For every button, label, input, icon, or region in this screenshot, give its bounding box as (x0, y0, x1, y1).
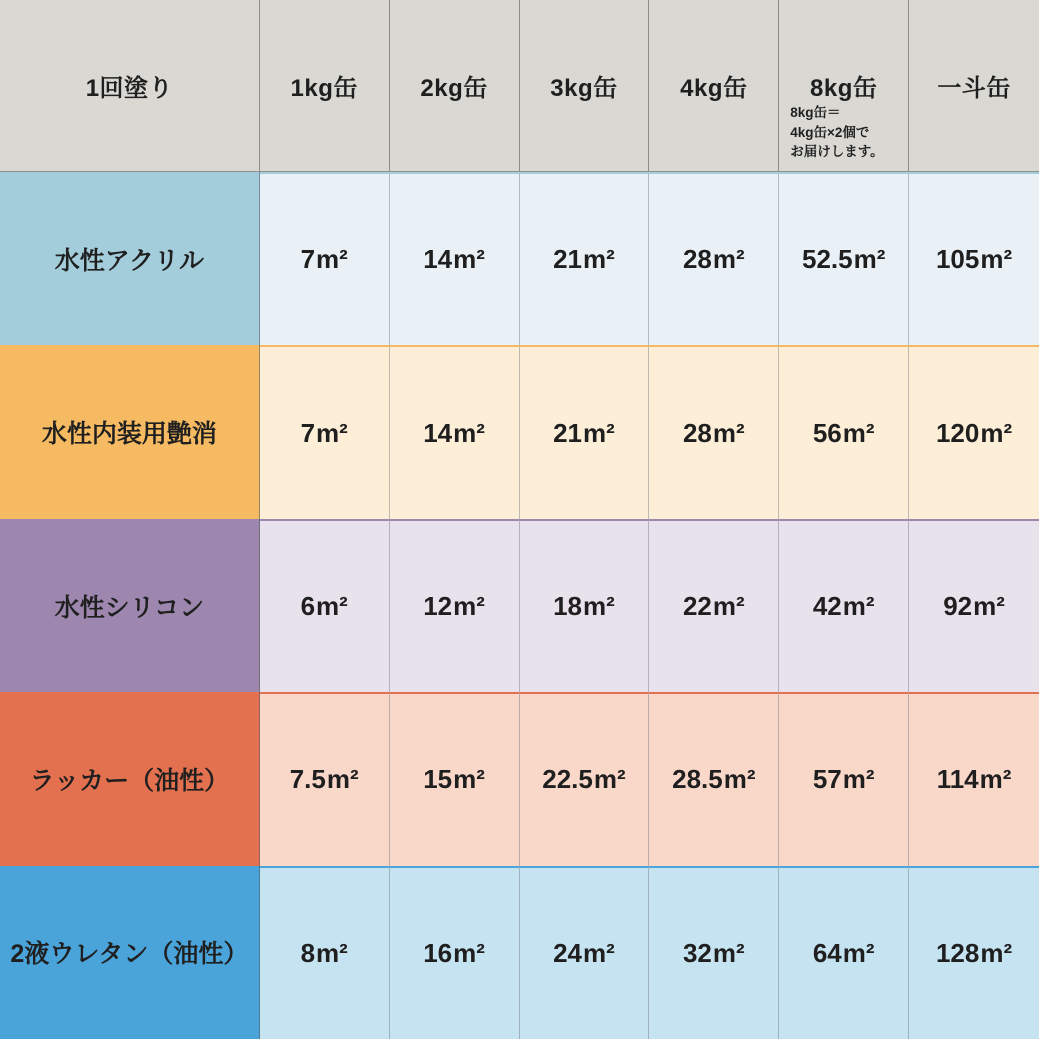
cell-value: 32 (682, 937, 712, 968)
cell-urethane-3kg (520, 866, 650, 1039)
unit-label: m² (980, 417, 1013, 448)
1kg-label: 1kg缶 (290, 75, 358, 102)
unit-label: m² (316, 937, 348, 968)
row-label-urethane: 2液ウレタン（油性） (0, 866, 260, 1039)
cell-lacquer-4kg (649, 692, 779, 865)
cell-value: 21 (553, 417, 582, 448)
cell-matte-2kg (390, 345, 520, 518)
cell-value: 28 (682, 244, 712, 275)
table-header (0, 0, 1039, 172)
2kg-label: 2kg缶 (420, 75, 488, 102)
row-label-acrylic: 水性アクリル (0, 172, 260, 345)
row-label-silicone: 水性シリコン (0, 519, 260, 692)
unit-label: m² (583, 937, 615, 968)
cell-lacquer-1kg (260, 692, 390, 865)
cell-silicone-4kg (649, 519, 779, 692)
header-cell-1kg (260, 0, 390, 171)
cell-matte-3kg (520, 345, 650, 518)
cell-value: 7 (300, 244, 316, 275)
cell-value: 14 (423, 244, 453, 275)
cell-matte-itto (909, 345, 1039, 518)
cell-acrylic-3kg (520, 172, 650, 345)
cell-value: 57 (812, 764, 842, 795)
8kg-footnote (790, 103, 883, 162)
unit-label: m² (842, 417, 875, 448)
cell-urethane-itto (909, 866, 1039, 1039)
cell-acrylic-8kg (779, 172, 909, 345)
cell-value: 7 (300, 417, 316, 448)
unit-label: m² (453, 417, 485, 448)
table-row-urethane (0, 866, 1039, 1039)
unit-label: m² (980, 937, 1013, 968)
cell-silicone-1kg (260, 519, 390, 692)
cell-value: 14 (423, 417, 453, 448)
unit-label: m² (453, 764, 485, 795)
cell-acrylic-2kg (390, 172, 520, 345)
unit-label: m² (723, 764, 756, 795)
cell-value: 16 (423, 937, 453, 968)
cell-value: 22.5 (542, 764, 593, 795)
cell-urethane-4kg (649, 866, 779, 1039)
4kg-label: 4kg缶 (680, 75, 748, 102)
table-row-interior-matte (0, 345, 1039, 518)
cell-value: 15 (423, 764, 453, 795)
cell-value: 64 (812, 937, 842, 968)
cell-silicone-8kg (779, 519, 909, 692)
unit-label: m² (712, 937, 745, 968)
cell-acrylic-1kg (260, 172, 390, 345)
cell-value: 8 (300, 937, 316, 968)
3kg-label: 3kg缶 (550, 75, 618, 102)
unit-label: m² (842, 937, 875, 968)
header-cell-8kg (779, 0, 909, 171)
cell-value: 24 (553, 937, 582, 968)
cell-value: 105 (935, 244, 980, 275)
cell-value: 22 (682, 591, 712, 622)
unit-label: m² (979, 764, 1012, 795)
cell-silicone-3kg (520, 519, 650, 692)
table-row-acrylic (0, 172, 1039, 345)
cell-value: 18 (553, 591, 582, 622)
unit-label: m² (980, 244, 1013, 275)
cell-lacquer-8kg (779, 692, 909, 865)
one-coat-label: 1回塗り (85, 75, 174, 102)
footnote-line: 4kg缶×2個で (790, 124, 870, 140)
cell-matte-8kg (779, 345, 909, 518)
cell-value: 42 (812, 591, 842, 622)
row-label-interior-matte: 水性内装用艶消 (0, 345, 260, 518)
cell-value: 128 (935, 937, 980, 968)
cell-lacquer-itto (909, 692, 1039, 865)
unit-label: m² (712, 417, 745, 448)
cell-value: 56 (812, 417, 842, 448)
unit-label: m² (842, 764, 875, 795)
unit-label: m² (316, 244, 348, 275)
cell-lacquer-3kg (520, 692, 650, 865)
unit-label: m² (316, 417, 348, 448)
cell-lacquer-2kg (390, 692, 520, 865)
cell-acrylic-4kg (649, 172, 779, 345)
unit-label: m² (453, 244, 485, 275)
cell-urethane-2kg (390, 866, 520, 1039)
cell-urethane-1kg (260, 866, 390, 1039)
header-cell-itto (909, 0, 1039, 171)
cell-acrylic-itto (909, 172, 1039, 345)
unit-label: m² (712, 244, 745, 275)
unit-label: m² (853, 244, 886, 275)
header-cell-one-coat (0, 0, 260, 171)
footnote-line: お届けします。 (790, 144, 884, 160)
table-row-lacquer (0, 692, 1039, 865)
cell-value: 92 (943, 591, 973, 622)
unit-label: m² (583, 417, 615, 448)
header-cell-2kg (390, 0, 520, 171)
cell-silicone-itto (909, 519, 1039, 692)
cell-value: 52.5 (801, 244, 853, 275)
footnote-line: 8kg缶＝ (790, 105, 841, 120)
unit-label: m² (842, 591, 875, 622)
cell-value: 7.5 (289, 764, 326, 795)
unit-label: m² (316, 591, 348, 622)
cell-value: 114 (936, 764, 979, 795)
cell-value: 21 (553, 244, 582, 275)
header-cell-4kg (649, 0, 779, 171)
cell-value: 28.5 (672, 764, 723, 795)
cell-silicone-2kg (390, 519, 520, 692)
unit-label: m² (453, 937, 485, 968)
unit-label: m² (593, 764, 626, 795)
row-label-lacquer: ラッカー（油性） (0, 692, 260, 865)
header-cell-3kg (520, 0, 650, 171)
cell-value: 120 (935, 417, 980, 448)
cell-matte-4kg (649, 345, 779, 518)
8kg-label: 8kg缶 (810, 75, 878, 102)
cell-value: 12 (423, 591, 453, 622)
unit-label: m² (973, 591, 1005, 622)
unit-label: m² (712, 591, 745, 622)
cell-urethane-8kg (779, 866, 909, 1039)
itto-label: 一斗缶 (937, 75, 1011, 102)
cell-value: 6 (300, 591, 316, 622)
table-row-silicone (0, 519, 1039, 692)
cell-value: 28 (682, 417, 712, 448)
cell-matte-1kg (260, 345, 390, 518)
unit-label: m² (583, 591, 615, 622)
unit-label: m² (453, 591, 485, 622)
unit-label: m² (583, 244, 615, 275)
unit-label: m² (326, 764, 359, 795)
